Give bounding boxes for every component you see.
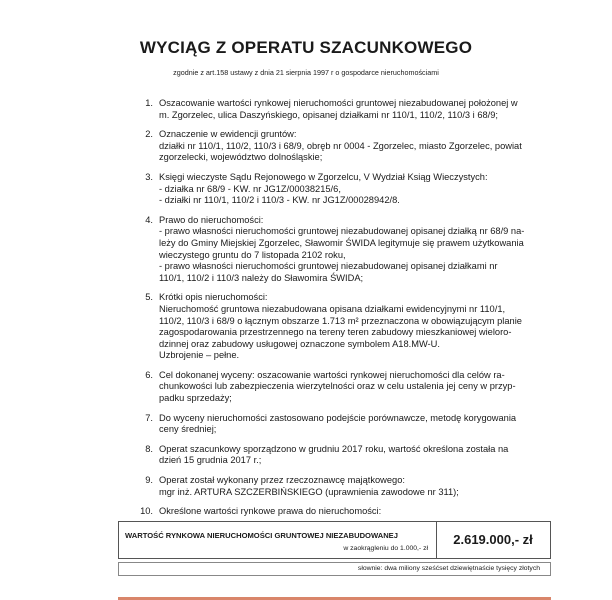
list-item <box>133 444 561 467</box>
list-item-line: Prawo do nieruchomości: <box>159 214 264 225</box>
list-item-number: 2. <box>145 129 153 140</box>
list-item-line: Krótki opis nieruchomości: <box>159 292 268 303</box>
list-item-line: zagospodarowania przestrzennego na tereny teren zabudowy mieszkaniowej wieloro- <box>159 327 512 338</box>
list-item-number: 5. <box>145 292 153 303</box>
list-item-number: 1. <box>145 98 153 108</box>
amount-in-words: słownie: dwa miliony sześćset dziewiętnaście tysięcy złotych <box>118 562 551 576</box>
value-box <box>118 521 551 559</box>
value-label: WARTOŚĆ RYNKOWA NIERUCHOMOŚCI GRUNTOWEJ NIEZABUDOWANEJ <box>125 531 398 540</box>
list-item-line: Do wyceny nieruchomości zastosowano podejście porównawcze, metodę korygowania <box>159 412 517 423</box>
list-item <box>133 172 561 207</box>
list-item-line: chunkowości lub zabezpieczenia wierzytelności oraz w celu ustalenia jej ceny w przyp- <box>159 381 516 392</box>
list-item-line: Nieruchomość gruntowa niezabudowana opisana działkami ewidencyjnymi nr 110/1, <box>159 303 506 314</box>
list-item <box>133 475 561 498</box>
list-item-line: dzinnej oraz zabudowy usługowej oznaczone symbolem A18.MW-U. <box>159 338 440 349</box>
list-item-body <box>159 292 561 362</box>
list-item-line: zgorzelecki, województwo dolnośląskie; <box>159 152 323 163</box>
list-item-line: Określone wartości rynkowe prawa do nieruchomości: <box>159 506 382 517</box>
rounding-note: w zaokrągleniu do 1.000,- zł <box>343 545 428 552</box>
list-item-line: dzień 15 grudnia 2017 r.; <box>159 455 262 466</box>
list-item-body <box>159 370 561 405</box>
list-item-number: 6. <box>145 369 153 380</box>
document-subtitle: zgodnie z art.158 ustawy z dnia 21 sierpnia 1997 r o gospodarce nieruchomościami <box>173 68 439 77</box>
list-item-body <box>159 506 561 518</box>
list-item <box>133 215 561 285</box>
list-item-line: ceny średniej; <box>159 424 217 435</box>
list-item-body <box>159 98 561 121</box>
list-item-line: działki nr 110/1, 110/2, 110/3 i 68/9, obręb nr 0004 - Zgorzelec, miasto Zgorzelec, powiat <box>159 140 522 151</box>
list-item <box>133 506 561 518</box>
list-item <box>133 370 561 405</box>
list-item-number: 7. <box>145 412 153 423</box>
list-item-number: 8. <box>145 443 153 454</box>
list-item-number: 3. <box>145 171 153 182</box>
list-item-line: - prawo własności nieruchomości gruntowej niezabudowanej opisanej działkami nr <box>159 261 498 272</box>
list-item <box>133 413 561 436</box>
list-item <box>133 292 561 362</box>
list-item-number: 10. <box>140 506 153 517</box>
list-item-line: Oznaczenie w ewidencji gruntów: <box>159 129 297 140</box>
list-item-body <box>159 172 561 207</box>
numbered-list <box>133 98 561 526</box>
list-item <box>133 129 561 164</box>
list-item-line: - działki nr 110/1, 110/2 i 110/3 - KW. nr JG1Z/00028942/8. <box>159 195 400 206</box>
list-item-line: 110/2, 110/3 i 68/9 o łącznym obszarze 1.713 m² przeznaczona w obowiązującym planie <box>159 315 522 326</box>
list-item-line: m. Zgorzelec, ulica Daszyńskiego, opisanej działkami nr 110/1, 110/2, 110/3 i 68/9; <box>159 109 498 120</box>
value-amount: 2.619.000,- zł <box>453 532 533 547</box>
list-item-line: padku sprzedaży; <box>159 393 232 404</box>
list-item-line: mgr inż. ARTURA SZCZERBIŃSKIEGO (uprawnienia zawodowe nr 311); <box>159 486 459 497</box>
list-item-body <box>159 129 561 164</box>
list-item-line: Operat szacunkowy sporządzono w grudniu 2017 roku, wartość określona została na <box>159 443 509 454</box>
list-item-line: leży do Gminy Miejskiej Zgorzelec, Sławomir ŚWIDA legitymuje się prawem użytkowania <box>159 237 524 248</box>
list-item-line: - działka nr 68/9 - KW. nr JG1Z/00038215/6, <box>159 183 341 194</box>
list-item-body <box>159 444 561 467</box>
list-item-line: Cel dokonanej wyceny: oszacowanie wartości rynkowej nieruchomości dla celów ra- <box>159 369 505 380</box>
list-item-body <box>159 475 561 498</box>
list-item-number: 9. <box>145 475 153 486</box>
list-item-number: 4. <box>145 214 153 225</box>
list-item-line: 110/1, 110/2 i 110/3 należy do Sławomira ŚWIDA; <box>159 272 364 283</box>
list-item-body <box>159 413 561 436</box>
list-item-line: wieczystego gruntu do 7 listopada 2102 roku, <box>159 249 346 260</box>
list-item-line: Operat został wykonany przez rzeczoznawcę majątkowego: <box>159 475 405 486</box>
list-item <box>133 98 561 121</box>
value-box-label-cell <box>119 522 437 558</box>
list-item-line: Księgi wieczyste Sądu Rejonowego w Zgorzelcu, V Wydział Ksiąg Wieczystych: <box>159 171 488 182</box>
list-item-body <box>159 215 561 285</box>
document-title: WYCIĄG Z OPERATU SZACUNKOWEGO <box>139 38 473 57</box>
list-item-line: - prawo własności nieruchomości gruntowej niezabudowanej opisanej działką nr 68/9 na- <box>159 226 525 237</box>
list-item-line: Oszacowanie wartości rynkowej nieruchomości gruntowej niezabudowanej położonej w <box>159 98 518 108</box>
list-item-line: Uzbrojenie – pełne. <box>159 350 240 361</box>
